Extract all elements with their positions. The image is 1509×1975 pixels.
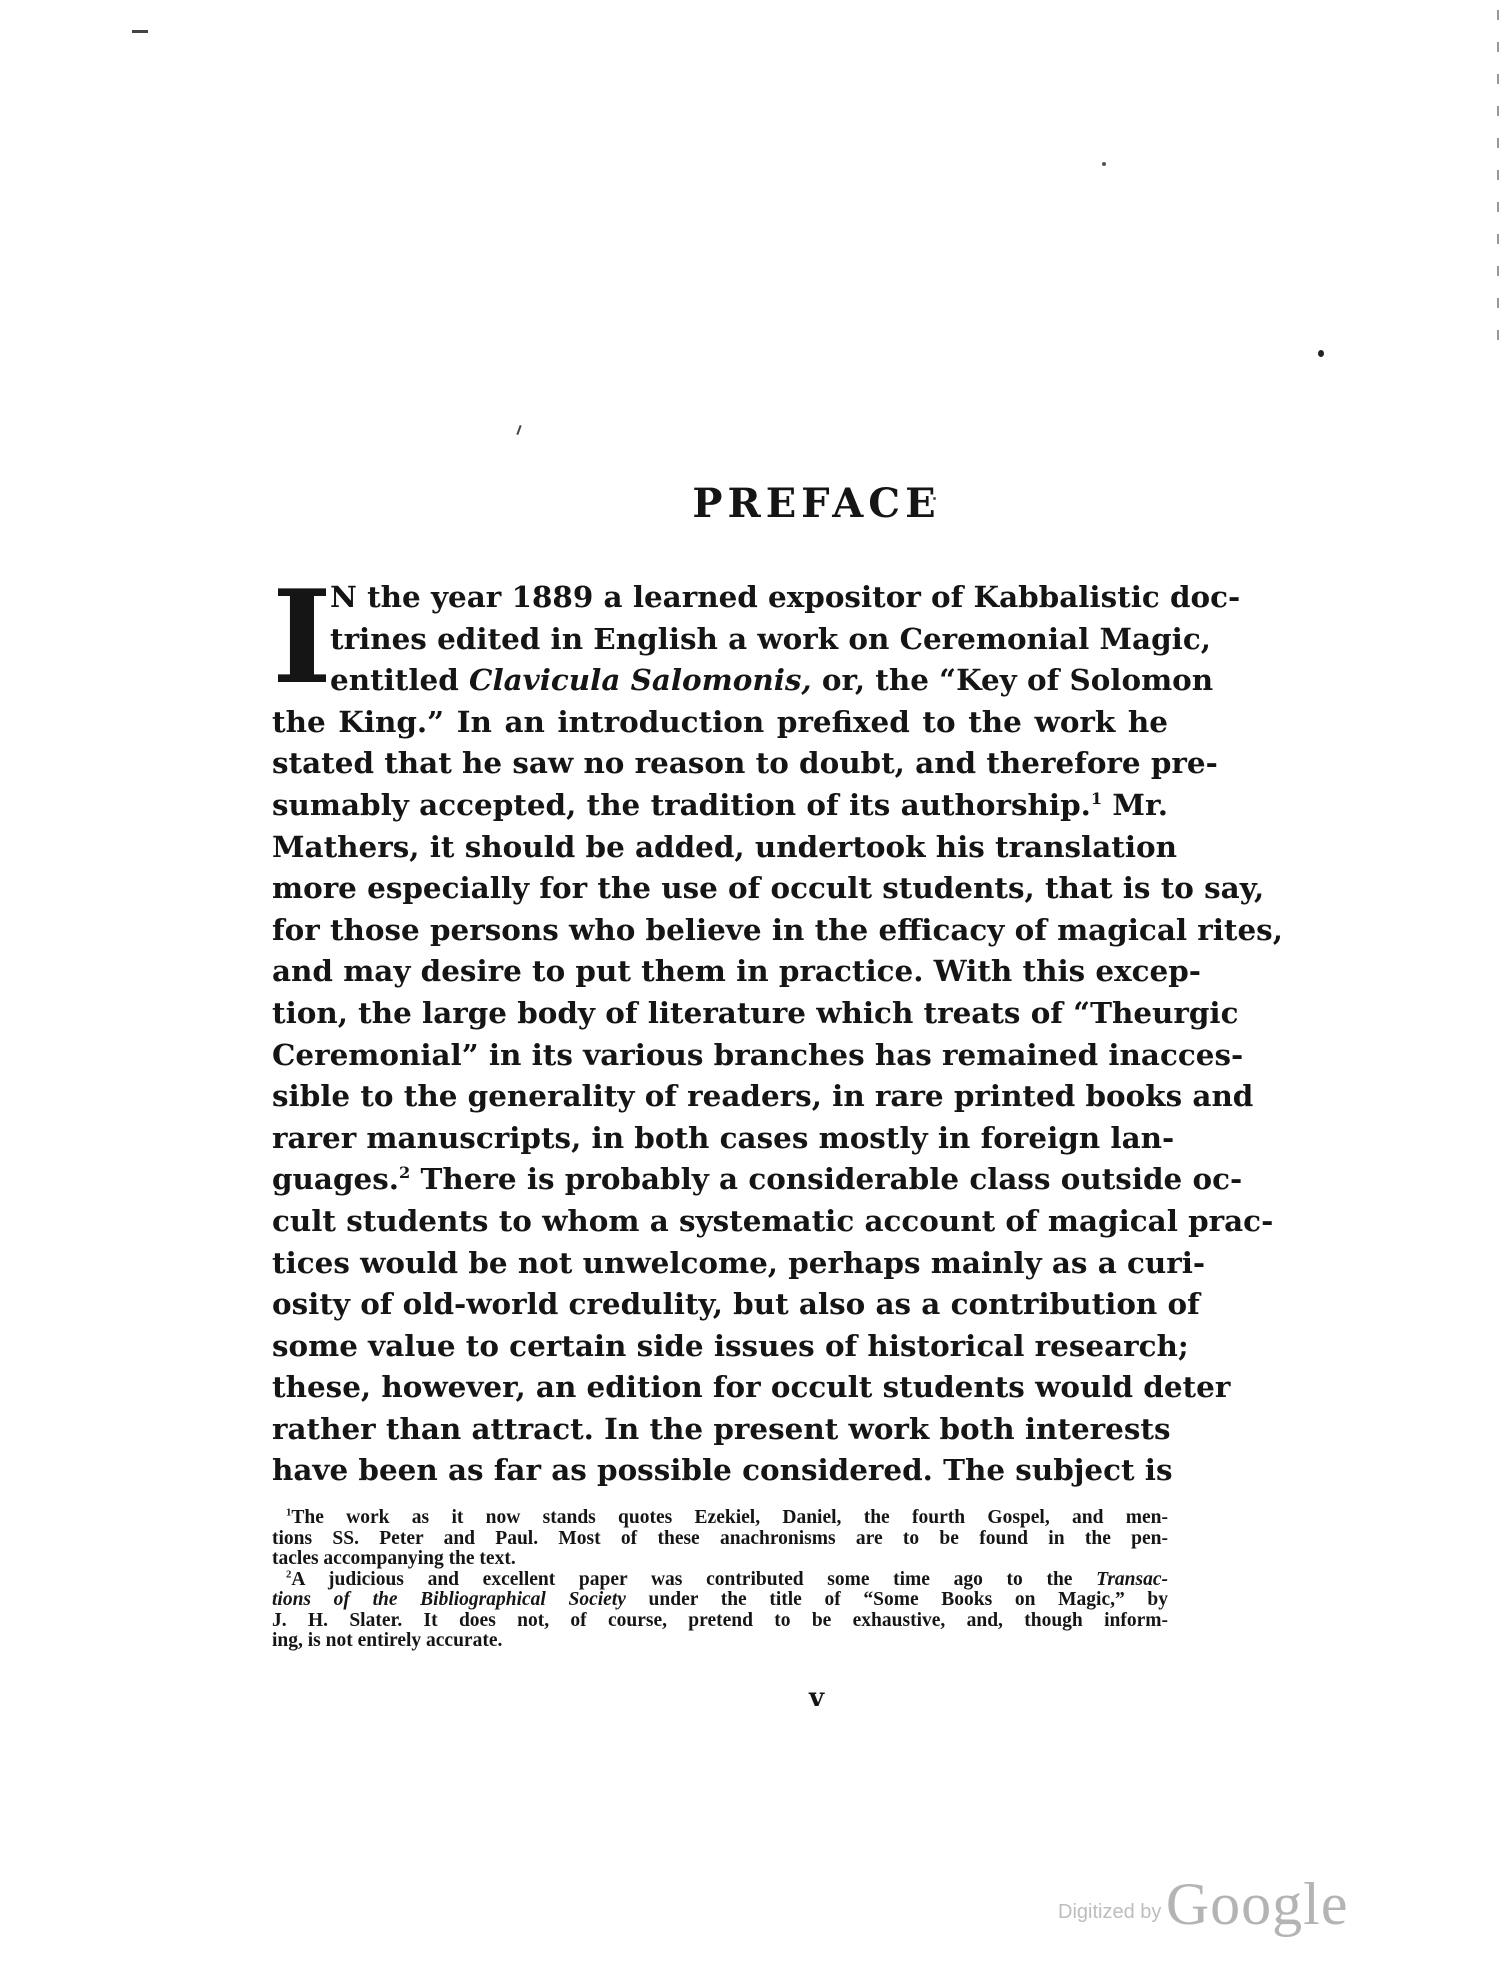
digitized-watermark: [1058, 1870, 1348, 1939]
text-line: osity of old-world credulity, but also as a contribution of: [272, 1286, 1200, 1322]
text-line: tion, the large body of literature which treats of “Theurgic: [272, 994, 1239, 1030]
italic-title: tions of the Bibliographical Society: [272, 1589, 626, 1610]
text-line: tices would be not unwelcome, perhaps mainly as a curi-: [272, 1244, 1206, 1280]
google-logo: Google: [1165, 1871, 1349, 1937]
text-line: for those persons who believe in the efficacy of magical rites,: [272, 911, 1283, 947]
footnotes: [272, 1508, 1168, 1652]
text-line: sible to the generality of readers, in rare printed books and: [272, 1078, 1254, 1114]
footnote-line: tions of the Bibliographical Society under the title of “Some Books on Magic,” by: [272, 1589, 1168, 1610]
text-line: Mathers, it should be added, undertook his translation: [272, 828, 1177, 864]
footnote-marker: 2: [286, 1568, 292, 1580]
page-title: PREFACE: [692, 480, 941, 527]
text-line: cult students to whom a systematic account of magical prac-: [272, 1202, 1274, 1238]
footnote-line: tacles accompanying the text.: [272, 1548, 516, 1569]
footnote-line: ing, is not entirely accurate.: [272, 1630, 503, 1651]
text-line: rarer manuscripts, in both cases mostly in foreign lan-: [272, 1119, 1175, 1155]
text-line: rather than attract. In the present work both interests: [272, 1410, 1171, 1446]
footnote-marker: 1: [286, 1506, 292, 1519]
body-paragraph: [272, 563, 1283, 1496]
scan-mark: [132, 30, 148, 33]
text-line: have been as far as possible considered. The subject is: [272, 1452, 1173, 1488]
text-line: N the year 1889 a learned expositor of Kabbalistic doc-: [330, 579, 1241, 614]
drop-cap: I: [272, 563, 332, 713]
footnote-line: $^1$The work as it now stands quotes Ezekiel, Daniel, the fourth Gospel, and men-: [286, 1506, 1168, 1528]
text-line: trines edited in English a work on Ceremonial Magic,: [330, 620, 1211, 656]
text-line: the King.” In an introduction prefixed to the work he: [272, 703, 1168, 739]
watermark-prefix: Digitized by: [1058, 1901, 1162, 1923]
italic-title: Transac-: [1096, 1568, 1168, 1590]
footnote-ref: 1: [1090, 789, 1103, 809]
page-edge-marks: [1497, 10, 1499, 350]
footnote-line: J. H. Slater. It does not, of course, pretend to be exhaustive, and, though inform-: [272, 1609, 1168, 1631]
text-line: sumably accepted, the tradition of its authorship.$^1$ Mr.: [272, 786, 1168, 822]
text-line: entitled Clavicula Salomonis, or, the “Key of Solomon: [330, 662, 1214, 698]
footnote-line: tions SS. Peter and Paul. Most of these anachronisms are to be found in the pen-: [272, 1527, 1168, 1549]
text-line: stated that he saw no reason to doubt, and therefore pre-: [272, 745, 1218, 781]
page-number: v: [808, 1683, 825, 1713]
text-line: guages.$^2$ There is probably a considerable class outside oc-: [272, 1161, 1243, 1197]
text-line: these, however, an edition for occult students would deter: [272, 1369, 1231, 1405]
scan-mark: [516, 425, 521, 435]
footnote-ref: 2: [399, 1163, 411, 1183]
scan-mark: [1318, 350, 1324, 357]
text-line: some value to certain side issues of historical research;: [272, 1327, 1189, 1363]
footnote-line: $^2$A judicious and excellent paper was contributed some time ago to the Transac-: [286, 1568, 1168, 1590]
text-line: Ceremonial” in its various branches has remained inacces-: [272, 1036, 1244, 1072]
italic-title: Clavicula Salomonis,: [469, 662, 812, 698]
text-line: and may desire to put them in practice. With this excep-: [272, 953, 1201, 989]
scan-mark: [1102, 162, 1106, 166]
text-line: more especially for the use of occult students, that is to say,: [272, 870, 1265, 906]
